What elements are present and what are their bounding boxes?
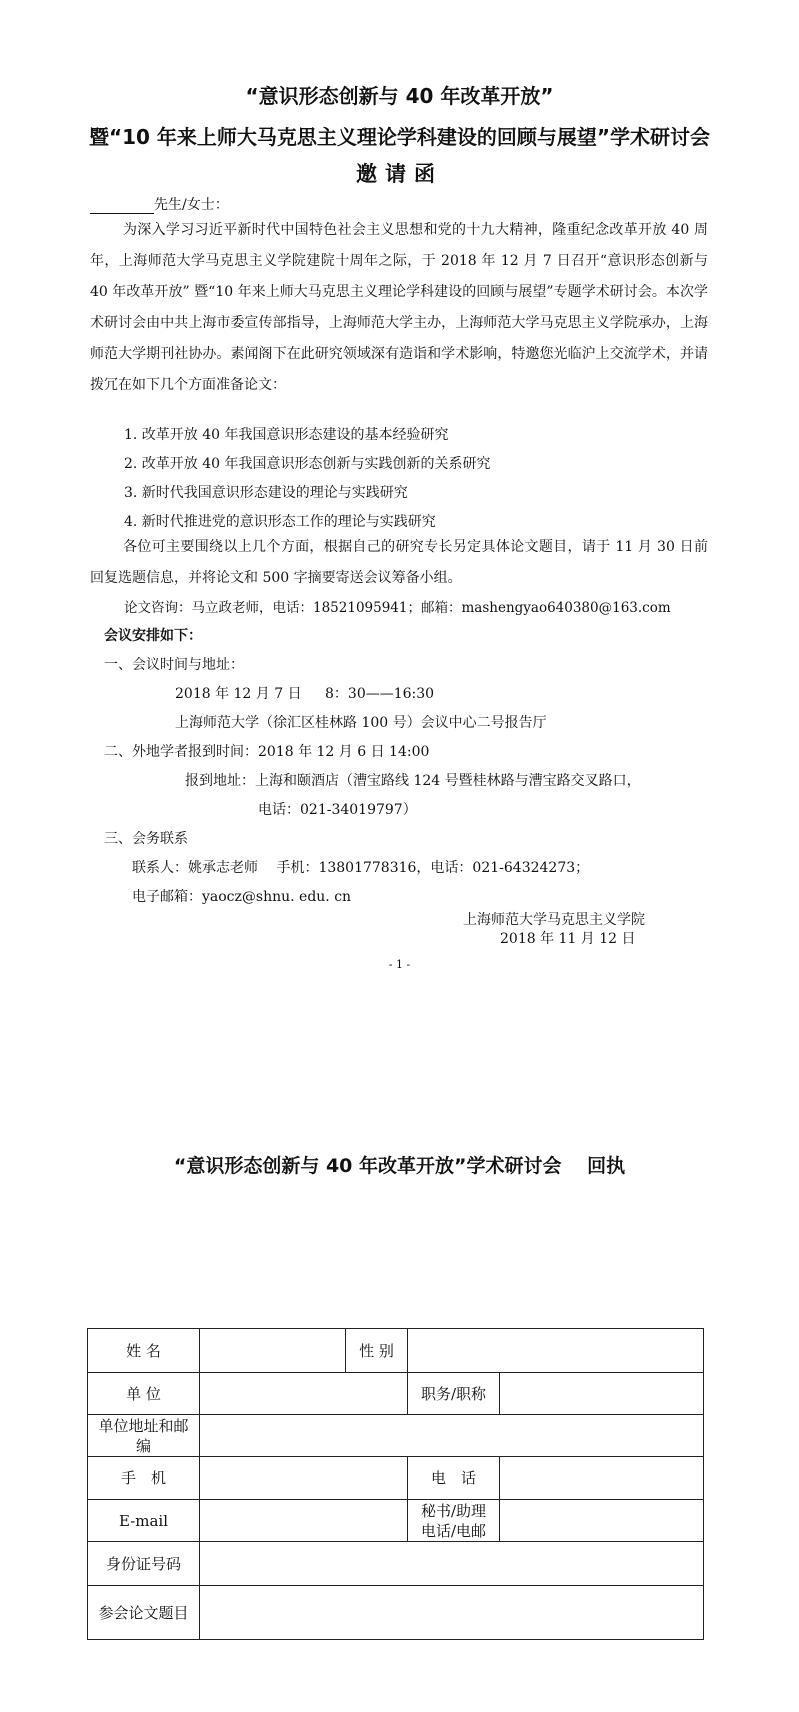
label-name: 姓 名	[88, 1329, 200, 1373]
paper-consult: 论文咨询：马立政老师，电话：18521095941；邮箱：mashengyao640380@163.com	[124, 600, 671, 616]
field-phone[interactable]	[500, 1457, 704, 1500]
label-paper-title: 参会论文题目	[88, 1586, 200, 1640]
section-3-heading: 三、会务联系	[104, 831, 188, 847]
form-row-id	[88, 1542, 704, 1586]
label-address-line-1: 单位地址和邮	[98, 1416, 189, 1435]
section-2-heading: 二、外地学者报到时间：2018 年 12 月 6 日 14:00	[104, 744, 430, 760]
registration-address: 报到地址：上海和颐酒店（漕宝路线 124 号暨桂林路与漕宝路交叉路口，	[185, 773, 641, 789]
intro-paragraph: 为深入学习习近平新时代中国特色社会主义思想和党的十九大精神，隆重纪念改革开放 40 周年，上海师范大学马克思主义学院建院十周年之际，于 2018 年 12 月 7 日召开“意识形态创新与 40 年改革开放” 暨“10 年来上师大马克思主义理论学科建设的回顾与展望”专题学术研讨会。本次学术研讨会由中共上海市委宣传部指导，上海师范大学主办，上海师范大学马克思主义学院承办，上海师范大学期刊社协办。素闻阁下在此研究领域深有造诣和学术影响，特邀您光临沪上交流学术，并请拨冗在如下几个方面准备论文：	[90, 222, 708, 393]
topic-item-3: 3. 新时代我国意识形态建设的理论与实践研究	[124, 485, 408, 501]
field-id-number[interactable]	[200, 1542, 704, 1586]
label-id-number: 身份证号码	[88, 1542, 200, 1586]
form-row-name	[88, 1329, 704, 1373]
meeting-date: 2018 年 12 月 7 日	[175, 686, 302, 702]
field-name[interactable]	[200, 1329, 346, 1373]
reply-form-table	[87, 1328, 704, 1640]
contact-person: 联系人：姚承志老师 手机：13801778316，电话：021-64324273；	[132, 860, 590, 876]
invitation-heading: 邀请函	[356, 161, 443, 186]
meeting-venue: 上海师范大学（徐汇区桂林路 100 号）会议中心二号报告厅	[175, 715, 547, 731]
form-row-address	[88, 1415, 704, 1457]
page-number: - 1 -	[388, 958, 411, 971]
label-email: E-mail	[88, 1500, 200, 1542]
topic-item-1: 1. 改革开放 40 年我国意识形态建设的基本经验研究	[124, 427, 449, 443]
registration-phone: 电话：021-34019797）	[258, 802, 417, 818]
topics-note: 各位可主要围绕以上几个方面，根据自己的研究专长另定具体论文题目，请于 11 月 30 日前回复选题信息，并将论文和 500 字摘要寄送会议筹备小组。	[90, 539, 708, 586]
label-secretary-line-1: 秘书/助理	[420, 1501, 487, 1520]
section-1-heading: 一、会议时间与地址：	[104, 657, 244, 673]
field-secretary[interactable]	[500, 1500, 704, 1542]
title-line-2: 暨“10 年来上师大马克思主义理论学科建设的回顾与展望”学术研讨会	[88, 125, 711, 149]
contact-email: 电子邮箱：yaocz@shnu. edu. cn	[132, 889, 352, 905]
signer: 上海师范大学马克思主义学院	[463, 912, 645, 928]
topic-item-2: 2. 改革开放 40 年我国意识形态创新与实践创新的关系研究	[124, 456, 491, 472]
form-row-paper	[88, 1586, 704, 1640]
field-position[interactable]	[500, 1373, 704, 1415]
reply-form-title: “意识形态创新与 40 年改革开放”学术研讨会 回执	[173, 1155, 626, 1177]
label-address	[88, 1415, 200, 1457]
field-unit[interactable]	[200, 1373, 408, 1415]
sign-date: 2018 年 11 月 12 日	[500, 931, 636, 947]
label-unit: 单 位	[88, 1373, 200, 1415]
topic-item-4: 4. 新时代推进党的意识形态工作的理论与实践研究	[124, 514, 436, 530]
arrangement-heading: 会议安排如下：	[104, 628, 202, 644]
label-address-line-2: 编	[135, 1436, 151, 1455]
field-mobile[interactable]	[200, 1457, 408, 1500]
form-row-mobile	[88, 1457, 704, 1500]
salutation-text: 先生/女士：	[154, 197, 229, 213]
label-phone: 电 话	[408, 1457, 500, 1500]
label-position: 职务/职称	[408, 1373, 500, 1415]
title-line-1: “意识形态创新与 40 年改革开放”	[245, 84, 554, 108]
form-row-unit	[88, 1373, 704, 1415]
name-blank-line	[90, 198, 154, 214]
form-row-email	[88, 1500, 704, 1542]
field-email[interactable]	[200, 1500, 408, 1542]
label-secretary	[408, 1500, 500, 1542]
label-gender: 性 别	[346, 1329, 408, 1373]
meeting-time: 8：30——16:30	[325, 686, 435, 702]
label-mobile: 手 机	[88, 1457, 200, 1500]
salutation	[90, 194, 229, 214]
field-address[interactable]	[200, 1415, 704, 1457]
label-secretary-line-2: 电话/电邮	[420, 1521, 487, 1540]
field-gender[interactable]	[408, 1329, 704, 1373]
field-paper-title[interactable]	[200, 1586, 704, 1640]
